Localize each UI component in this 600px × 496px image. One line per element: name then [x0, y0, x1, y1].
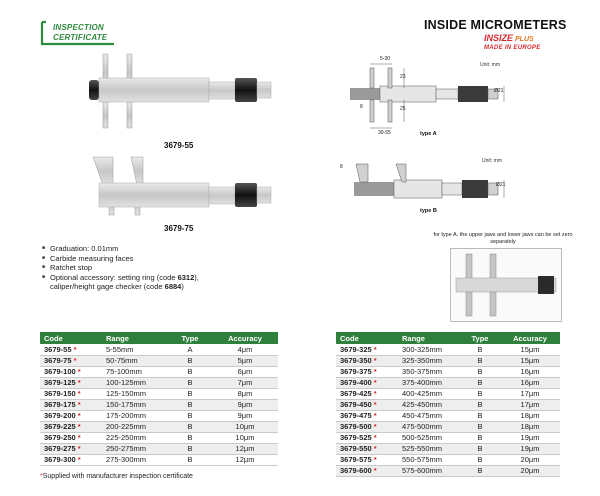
cell-code	[336, 388, 398, 399]
cell-code	[40, 377, 102, 388]
spec-table-left	[40, 332, 278, 466]
cell-range: 275-300mm	[102, 454, 168, 465]
diagram-type-b	[344, 160, 514, 210]
cell-accuracy: 17μm	[500, 399, 560, 410]
cell-range: 500-525mm	[398, 432, 460, 443]
cell-accuracy: 19μm	[500, 432, 560, 443]
cell-type: B	[168, 377, 212, 388]
cell-code	[336, 355, 398, 366]
cell-range: 575-600mm	[398, 465, 460, 476]
cell-type: B	[168, 366, 212, 377]
diagram-type-a	[344, 60, 514, 140]
diagram-a-unit: Unit: mm	[480, 62, 500, 68]
cell-range: 300-325mm	[398, 344, 460, 355]
cell-code	[336, 410, 398, 421]
cell-code	[336, 432, 398, 443]
table-row	[336, 421, 560, 432]
code-value: 3679-475	[340, 411, 372, 420]
cell-range: 250-275mm	[102, 443, 168, 454]
code-value: 3679-425	[340, 389, 372, 398]
code-star: *	[373, 411, 377, 420]
cell-type: B	[460, 465, 500, 476]
table-row	[336, 465, 560, 476]
cell-type: B	[168, 454, 212, 465]
cell-accuracy: 19μm	[500, 443, 560, 454]
code-value: 3679-175	[44, 400, 76, 409]
cell-range: 75-100mm	[102, 366, 168, 377]
code-star: *	[373, 466, 377, 475]
code-value: 3679-125	[44, 378, 76, 387]
table-row	[40, 388, 278, 399]
cell-type: B	[460, 410, 500, 421]
cell-range: 225-250mm	[102, 432, 168, 443]
cell-type: B	[460, 355, 500, 366]
code-value: 3679-250	[44, 433, 76, 442]
setting-ring-code: 6312	[177, 272, 195, 282]
dim-b-d21: Ø21	[496, 182, 506, 188]
cell-type: B	[460, 454, 500, 465]
col-range: Range	[398, 332, 460, 344]
table-row	[336, 366, 560, 377]
feature-graduation: ■ Graduation: 0.01mm	[42, 244, 272, 254]
table-row	[336, 432, 560, 443]
cell-code	[336, 377, 398, 388]
cell-code	[40, 443, 102, 454]
features-list	[42, 244, 272, 292]
code-value: 3679-525	[340, 433, 372, 442]
cell-type: B	[168, 388, 212, 399]
code-value: 3679-225	[44, 422, 76, 431]
cell-range: 425-450mm	[398, 399, 460, 410]
inspection-certificate-badge	[40, 20, 116, 46]
code-star: *	[77, 378, 81, 387]
accessory-text-4: )	[181, 282, 184, 291]
cell-range: 150-175mm	[102, 399, 168, 410]
page-title: INSIDE MICROMETERS	[424, 18, 567, 32]
cell-accuracy: 4μm	[212, 344, 278, 355]
cell-code	[40, 421, 102, 432]
cell-range: 375-400mm	[398, 377, 460, 388]
table-row	[336, 388, 560, 399]
cell-type: B	[460, 443, 500, 454]
code-value: 3679-325	[340, 344, 372, 354]
cell-type: B	[460, 399, 500, 410]
cell-range: 450-475mm	[398, 410, 460, 421]
cell-range: 125-150mm	[102, 388, 168, 399]
cell-code	[40, 410, 102, 421]
cell-code	[336, 421, 398, 432]
dim-a-23: 23	[400, 74, 406, 80]
diagram-b-type: type B	[420, 208, 437, 214]
product-label-3679-75: 3679-75	[164, 224, 194, 233]
cell-accuracy: 12μm	[212, 454, 278, 465]
code-value: 3679-350	[340, 356, 372, 365]
feature-accessory	[42, 273, 272, 292]
cell-accuracy: 12μm	[212, 443, 278, 454]
cell-range: 200-225mm	[102, 421, 168, 432]
code-value: 3679-450	[340, 400, 372, 409]
checker-code: 6884	[164, 282, 182, 291]
code-value: 3679-375	[340, 367, 372, 376]
diagram-a-type: type A	[420, 131, 437, 137]
code-value: 3679-55	[44, 344, 72, 354]
cell-type: B	[168, 432, 212, 443]
diagram-b-unit: Unit: mm	[482, 158, 502, 164]
dim-a-25: 25	[400, 106, 406, 112]
cell-accuracy: 16μm	[500, 377, 560, 388]
cell-accuracy: 8μm	[212, 388, 278, 399]
cell-code	[336, 443, 398, 454]
code-value: 3679-275	[44, 444, 76, 453]
code-star: *	[73, 356, 77, 365]
footnote-star: *	[40, 473, 43, 480]
cell-code	[40, 355, 102, 366]
col-code: Code	[336, 332, 398, 344]
cell-type: B	[460, 421, 500, 432]
cell-code	[336, 366, 398, 377]
table-row	[40, 355, 278, 366]
cell-accuracy: 6μm	[212, 366, 278, 377]
cell-code	[40, 399, 102, 410]
code-star: *	[373, 455, 377, 464]
code-star: *	[373, 433, 377, 442]
table-row	[40, 377, 278, 388]
col-type: Type	[168, 332, 212, 344]
code-value: 3679-200	[44, 411, 76, 420]
dim-a-30-55: 30-55	[378, 130, 391, 136]
code-value: 3679-75	[44, 356, 72, 365]
code-value: 3679-400	[340, 378, 372, 387]
code-star: *	[373, 389, 377, 398]
cell-range: 525-550mm	[398, 443, 460, 454]
brand-logo	[484, 33, 534, 43]
cell-accuracy: 17μm	[500, 388, 560, 399]
cell-type: B	[460, 377, 500, 388]
product-label-3679-55: 3679-55	[164, 141, 194, 150]
code-value: 3679-150	[44, 389, 76, 398]
code-star: *	[373, 422, 377, 431]
cell-type: B	[460, 432, 500, 443]
cell-accuracy: 16μm	[500, 366, 560, 377]
cell-type: B	[168, 410, 212, 421]
cell-range: 50-75mm	[102, 355, 168, 366]
footnote-text: Supplied with manufacturer inspection certificate	[42, 473, 193, 480]
type-a-note: for type A, the upper jaws and lower jaws can be set zero separately	[433, 232, 573, 245]
cell-accuracy: 15μm	[500, 344, 560, 355]
table-row	[336, 355, 560, 366]
spec-table-right	[336, 332, 560, 477]
cell-range: 400-425mm	[398, 388, 460, 399]
code-star: *	[373, 378, 377, 387]
table-row	[40, 399, 278, 410]
code-star: *	[373, 444, 377, 453]
feature-faces: ■ Carbide measuring faces	[42, 254, 272, 264]
code-star: *	[77, 444, 81, 453]
cell-range: 550-575mm	[398, 454, 460, 465]
cell-code	[40, 454, 102, 465]
table-row	[336, 410, 560, 421]
type-a-jaws-inset-image	[450, 248, 562, 322]
code-value: 3679-300	[44, 455, 76, 464]
cell-accuracy: 7μm	[212, 377, 278, 388]
cell-type: B	[460, 388, 500, 399]
cell-code	[40, 366, 102, 377]
dim-b-8: 8	[340, 164, 343, 170]
cell-code	[40, 388, 102, 399]
cell-range: 325-350mm	[398, 355, 460, 366]
code-star: *	[77, 367, 81, 376]
cell-accuracy: 9μm	[212, 399, 278, 410]
cell-code	[40, 344, 102, 355]
table-row	[40, 454, 278, 465]
code-star: *	[77, 455, 81, 464]
code-star: *	[73, 344, 77, 354]
code-value: 3679-500	[340, 422, 372, 431]
cell-accuracy: 10μm	[212, 421, 278, 432]
table-row	[336, 344, 560, 355]
badge-line-1: INSPECTION	[53, 23, 104, 32]
cell-type: B	[460, 366, 500, 377]
code-star: *	[77, 433, 81, 442]
table-row	[336, 454, 560, 465]
dim-a-8: 8	[360, 104, 363, 110]
badge-text	[53, 23, 107, 43]
table-row	[336, 377, 560, 388]
table-row	[40, 366, 278, 377]
brand-name: INSIZE	[484, 33, 514, 43]
feature-ratchet: ■ Ratchet stop	[42, 263, 272, 273]
cell-code	[40, 432, 102, 443]
table-row	[40, 443, 278, 454]
code-star: *	[77, 422, 81, 431]
accessory-text-2: ),	[194, 272, 199, 282]
cell-accuracy: 18μm	[500, 410, 560, 421]
cell-range: 5-55mm	[102, 344, 168, 355]
code-star: *	[77, 389, 81, 398]
code-star: *	[373, 400, 377, 409]
badge-line-2: CERTIFICATE	[53, 33, 108, 42]
cell-type: A	[168, 344, 212, 355]
table-row	[336, 399, 560, 410]
code-value: 3679-100	[44, 367, 76, 376]
code-star: *	[373, 367, 377, 376]
table-row	[336, 443, 560, 454]
col-accuracy: Accuracy	[212, 332, 278, 344]
col-range: Range	[102, 332, 168, 344]
cell-accuracy: 9μm	[212, 410, 278, 421]
cell-code	[336, 344, 398, 355]
table-row	[40, 410, 278, 421]
col-code: Code	[40, 332, 102, 344]
table-row	[40, 421, 278, 432]
code-star: *	[373, 344, 377, 354]
cell-type: B	[168, 421, 212, 432]
cell-accuracy: 18μm	[500, 421, 560, 432]
cell-range: 100-125mm	[102, 377, 168, 388]
code-star: *	[77, 411, 81, 420]
cell-code	[336, 454, 398, 465]
cell-type: B	[168, 443, 212, 454]
cell-accuracy: 20μm	[500, 465, 560, 476]
col-type: Type	[460, 332, 500, 344]
cell-accuracy: 20μm	[500, 454, 560, 465]
cell-type: B	[168, 355, 212, 366]
accessory-text-3: caliper/height gage checker (code	[50, 282, 165, 291]
cell-range: 350-375mm	[398, 366, 460, 377]
cell-type: B	[168, 399, 212, 410]
code-star: *	[77, 400, 81, 409]
cell-accuracy: 15μm	[500, 355, 560, 366]
footnote	[40, 473, 193, 480]
cell-code	[336, 465, 398, 476]
made-in-label: MADE IN EUROPE	[484, 45, 541, 51]
micrometer-3679-55-image	[85, 52, 295, 132]
dim-a-d21: Ø21	[494, 88, 504, 94]
cell-accuracy: 5μm	[212, 355, 278, 366]
micrometer-3679-75-image	[85, 155, 295, 225]
table-row	[40, 344, 278, 355]
cell-range: 175-200mm	[102, 410, 168, 421]
code-value: 3679-550	[340, 444, 372, 453]
table-row	[40, 432, 278, 443]
cell-type: B	[460, 344, 500, 355]
brand-plus: PLUS	[515, 36, 534, 43]
code-star: *	[373, 356, 377, 365]
cell-code	[336, 399, 398, 410]
code-value: 3679-600	[340, 466, 372, 475]
cell-range: 475-500mm	[398, 421, 460, 432]
col-accuracy: Accuracy	[500, 332, 560, 344]
dim-a-5-30: 5-30	[380, 56, 391, 62]
cell-accuracy: 10μm	[212, 432, 278, 443]
code-value: 3679-575	[340, 455, 372, 464]
accessory-text-1: Optional accessory: setting ring (code	[50, 272, 178, 282]
